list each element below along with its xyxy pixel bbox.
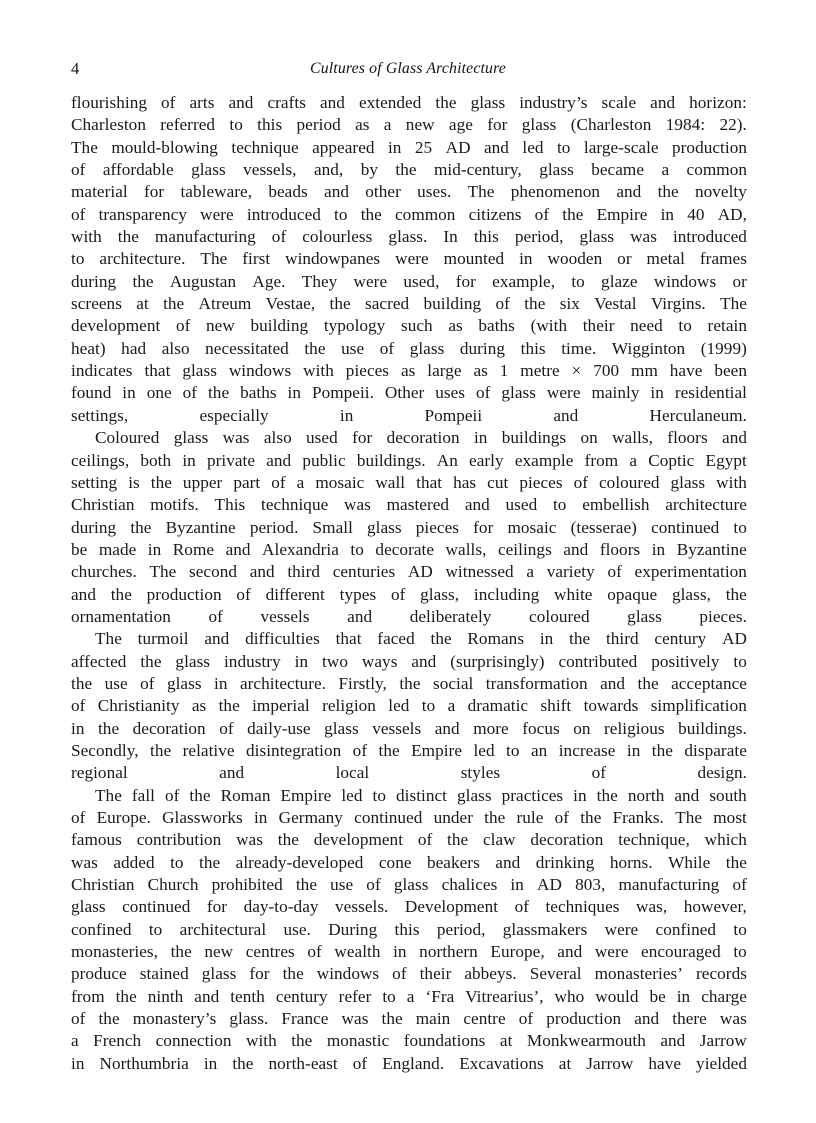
- text-line: in Northumbria in the north-east of England. Excavations at Jarrow have yielded: [71, 1053, 747, 1073]
- text-line: found in one of the baths in Pompeii. Other uses of glass were mainly in residential: [71, 383, 747, 403]
- text-line: regional and local styles of design.: [71, 763, 747, 783]
- text-line: a French connection with the monastic foundations at Monkwearmouth and Jarrow: [71, 1031, 747, 1051]
- paragraph: [71, 92, 747, 427]
- running-title: Cultures of Glass Architecture: [310, 60, 506, 77]
- text-line: produce stained glass for the windows of their abbeys. Several monasteries’ records: [71, 964, 747, 984]
- body-text: [71, 92, 747, 1075]
- text-line: Coloured glass was also used for decoration in buildings on walls, floors and: [95, 428, 747, 448]
- text-line: setting is the upper part of a mosaic wall that has cut pieces of coloured glass with: [71, 472, 747, 492]
- text-line: indicates that glass windows with pieces as large as 1 metre × 700 mm have been: [71, 361, 747, 381]
- text-line: material for tableware, beads and other uses. The phenomenon and the novelty: [71, 182, 747, 202]
- paragraph: [71, 427, 747, 628]
- text-line: with the manufacturing of colourless glass. In this period, glass was introduced: [71, 227, 747, 247]
- text-line: The fall of the Roman Empire led to distinct glass practices in the north and south: [95, 785, 747, 805]
- text-line: was added to the already-developed cone beakers and drinking horns. While the: [71, 852, 747, 872]
- text-line: flourishing of arts and crafts and extended the glass industry’s scale and horizon:: [71, 93, 747, 112]
- text-line: of transparency were introduced to the common citizens of the Empire in 40 AD,: [71, 204, 747, 224]
- page-number: 4: [71, 59, 80, 78]
- text-line: and the production of different types of glass, including white opaque glass, the: [71, 584, 747, 604]
- text-line: settings, especially in Pompeii and Herculaneum.: [71, 405, 747, 425]
- text-line: churches. The second and third centuries AD witnessed a variety of experimentation: [71, 562, 747, 582]
- text-line: confined to architectural use. During this period, glassmakers were confined to: [71, 919, 747, 939]
- text-line: Christian motifs. This technique was mastered and used to embellish architecture: [71, 495, 747, 515]
- text-line: ceilings, both in private and public buildings. An early example from a Coptic Egypt: [71, 450, 747, 470]
- text-line: in the decoration of daily-use glass vessels and more focus on religious buildings.: [71, 718, 747, 738]
- paragraph: [71, 628, 747, 784]
- text-line: Charleston referred to this period as a new age for glass (Charleston 1984: 22).: [71, 115, 747, 135]
- running-head: [71, 58, 745, 80]
- text-line: during the Augustan Age. They were used, for example, to glaze windows or: [71, 271, 747, 291]
- text-line: the use of glass in architecture. Firstly, the social transformation and the acceptance: [71, 673, 747, 693]
- text-line: monasteries, the new centres of wealth in northern Europe, and were encouraged to: [71, 942, 747, 962]
- text-line: from the ninth and tenth century refer to a ‘Fra Vitrearius’, who would be in charge: [71, 986, 747, 1006]
- text-line: ornamentation of vessels and deliberately coloured glass pieces.: [71, 606, 747, 626]
- text-line: Secondly, the relative disintegration of the Empire led to an increase in the disparate: [71, 740, 747, 760]
- text-line: to architecture. The first windowpanes were mounted in wooden or metal frames: [71, 249, 747, 269]
- text-line: development of new building typology such as baths (with their need to retain: [71, 316, 747, 336]
- text-line: The mould-blowing technique appeared in 25 AD and led to large-scale production: [71, 137, 747, 157]
- paragraph: [71, 785, 747, 1075]
- text-line: during the Byzantine period. Small glass pieces for mosaic (tesserae) continued to: [71, 517, 747, 537]
- text-line: glass continued for day-to-day vessels. Development of techniques was, however,: [71, 897, 747, 917]
- text-line: screens at the Atreum Vestae, the sacred building of the six Vestal Virgins. The: [71, 294, 747, 314]
- text-line: affected the glass industry in two ways and (surprisingly) contributed positively to: [71, 651, 747, 671]
- text-line: of Christianity as the imperial religion led to a dramatic shift towards simplification: [71, 696, 747, 716]
- text-line: of Europe. Glassworks in Germany continued under the rule of the Franks. The most: [71, 808, 747, 827]
- text-line: heat) had also necessitated the use of glass during this time. Wigginton (1999): [71, 338, 747, 358]
- text-line: be made in Rome and Alexandria to decorate walls, ceilings and floors in Byzantine: [71, 539, 747, 559]
- text-line: Christian Church prohibited the use of glass chalices in AD 803, manufacturing of: [71, 875, 747, 895]
- text-line: of the monastery’s glass. France was the main centre of production and there was: [71, 1009, 747, 1029]
- text-line: The turmoil and difficulties that faced the Romans in the third century AD: [95, 629, 747, 649]
- text-line: famous contribution was the development of the claw decoration technique, which: [71, 830, 747, 850]
- text-line: of affordable glass vessels, and, by the mid-century, glass became a common: [71, 160, 747, 180]
